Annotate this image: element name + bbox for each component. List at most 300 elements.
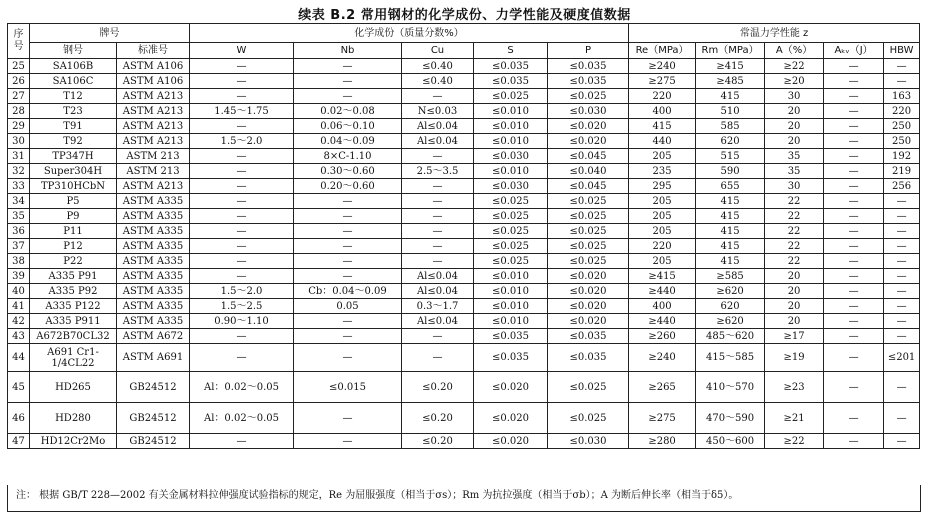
table-row: [8, 209, 920, 224]
cell-cu: —: [402, 209, 474, 224]
cell-nb: —: [294, 434, 402, 449]
cell-hbw: ≤201: [884, 344, 920, 372]
cell-rm: 620: [696, 134, 765, 149]
cell-hbw: —: [884, 284, 920, 299]
cell-grade: P5: [30, 194, 117, 209]
cell-s: ≤0.025: [474, 239, 548, 254]
table-body: [8, 59, 920, 449]
cell-a: 20: [765, 284, 824, 299]
cell-nb: —: [294, 254, 402, 269]
cell-rm: 415: [696, 89, 765, 104]
cell-a: 30: [765, 89, 824, 104]
cell-re: ≥415: [629, 269, 696, 284]
cell-s: ≤0.030: [474, 149, 548, 164]
cell-std: GB24512: [117, 403, 190, 434]
cell-rm: 515: [696, 149, 765, 164]
cell-p: ≤0.045: [548, 179, 629, 194]
cell-akv: —: [824, 403, 884, 434]
cell-rm: 470～590: [696, 403, 765, 434]
cell-re: 205: [629, 194, 696, 209]
cell-re: 440: [629, 134, 696, 149]
cell-w: —: [190, 59, 294, 74]
cell-w: —: [190, 179, 294, 194]
cell-akv: —: [824, 194, 884, 209]
cell-grade: A672B70CL32: [30, 329, 117, 344]
cell-re: 205: [629, 209, 696, 224]
cell-p: ≤0.035: [548, 59, 629, 74]
cell-akv: —: [824, 344, 884, 372]
cell-a: ≥20: [765, 74, 824, 89]
cell-cu: —: [402, 239, 474, 254]
cell-hbw: 250: [884, 134, 920, 149]
cell-hbw: —: [884, 209, 920, 224]
cell-w: —: [190, 74, 294, 89]
cell-hbw: —: [884, 254, 920, 269]
cell-w: 1.45～1.75: [190, 104, 294, 119]
cell-seq: 36: [8, 224, 30, 239]
cell-a: 22: [765, 209, 824, 224]
cell-s: ≤0.025: [474, 89, 548, 104]
cell-w: —: [190, 164, 294, 179]
cell-grade: P11: [30, 224, 117, 239]
cell-nb: 0.02～0.08: [294, 104, 402, 119]
cell-s: ≤0.020: [474, 403, 548, 434]
cell-hbw: —: [884, 403, 920, 434]
table-row: [8, 254, 920, 269]
cell-s: ≤0.025: [474, 194, 548, 209]
cell-a: 20: [765, 104, 824, 119]
cell-p: ≤0.025: [548, 224, 629, 239]
cell-rm: 415: [696, 194, 765, 209]
cell-nb: —: [294, 344, 402, 372]
cell-w: —: [190, 329, 294, 344]
cell-akv: —: [824, 314, 884, 329]
cell-nb: —: [294, 314, 402, 329]
cell-w: —: [190, 89, 294, 104]
table-row: [8, 134, 920, 149]
cell-re: ≥260: [629, 329, 696, 344]
cell-p: ≤0.020: [548, 284, 629, 299]
table-row: [8, 104, 920, 119]
cell-grade: HD12Cr2Mo: [30, 434, 117, 449]
cell-w: 0.90～1.10: [190, 314, 294, 329]
cell-p: ≤0.025: [548, 403, 629, 434]
cell-p: ≤0.045: [548, 149, 629, 164]
cell-seq: 46: [8, 403, 30, 434]
header-nb: Nb: [294, 43, 402, 59]
cell-nb: —: [294, 209, 402, 224]
cell-seq: 39: [8, 269, 30, 284]
cell-re: ≥280: [629, 434, 696, 449]
cell-hbw: 220: [884, 104, 920, 119]
cell-std: ASTM 213: [117, 149, 190, 164]
cell-rm: 415: [696, 224, 765, 239]
table-row: [8, 164, 920, 179]
cell-grade: T23: [30, 104, 117, 119]
cell-std: ASTM A672: [117, 329, 190, 344]
cell-akv: —: [824, 104, 884, 119]
header-brand: 牌号: [30, 24, 190, 43]
cell-cu: —: [402, 254, 474, 269]
cell-akv: —: [824, 372, 884, 403]
cell-s: ≤0.035: [474, 74, 548, 89]
cell-grade: SA106B: [30, 59, 117, 74]
cell-grade: TP310HCbN: [30, 179, 117, 194]
header-cu: Cu: [402, 43, 474, 59]
cell-std: GB24512: [117, 372, 190, 403]
cell-grade: P22: [30, 254, 117, 269]
cell-grade: HD280: [30, 403, 117, 434]
cell-re: 220: [629, 239, 696, 254]
cell-a: 22: [765, 194, 824, 209]
cell-a: ≥17: [765, 329, 824, 344]
cell-akv: —: [824, 134, 884, 149]
cell-cu: —: [402, 149, 474, 164]
header-mech-group: 常温力学性能 z: [629, 24, 920, 43]
cell-a: ≥21: [765, 403, 824, 434]
cell-s: ≤0.025: [474, 209, 548, 224]
cell-rm: ≥585: [696, 269, 765, 284]
header-a: A（%）: [765, 43, 824, 59]
cell-re: 220: [629, 89, 696, 104]
cell-s: ≤0.025: [474, 224, 548, 239]
cell-hbw: —: [884, 74, 920, 89]
cell-a: 20: [765, 269, 824, 284]
cell-akv: —: [824, 74, 884, 89]
cell-seq: 41: [8, 299, 30, 314]
cell-w: —: [190, 149, 294, 164]
cell-w: —: [190, 254, 294, 269]
cell-hbw: —: [884, 299, 920, 314]
table-note: 注： 根据 GB/T 228—2002 有关金属材料拉伸强度试验指标的规定，Re 为屈服强度（相当于σs）；Rm 为抗拉强度（相当于σb）；A 为断后伸长率（相当于δ5）。: [7, 485, 921, 512]
cell-re: 205: [629, 254, 696, 269]
cell-std: ASTM A335: [117, 314, 190, 329]
cell-akv: —: [824, 254, 884, 269]
cell-std: ASTM 213: [117, 164, 190, 179]
cell-hbw: —: [884, 372, 920, 403]
cell-grade: P12: [30, 239, 117, 254]
cell-seq: 31: [8, 149, 30, 164]
cell-rm: 485～620: [696, 329, 765, 344]
cell-p: ≤0.035: [548, 344, 629, 372]
cell-re: ≥240: [629, 344, 696, 372]
cell-w: —: [190, 119, 294, 134]
cell-re: ≥440: [629, 314, 696, 329]
cell-std: ASTM A213: [117, 104, 190, 119]
cell-cu: 2.5～3.5: [402, 164, 474, 179]
cell-seq: 40: [8, 284, 30, 299]
cell-nb: Cb：0.04～0.09: [294, 284, 402, 299]
cell-cu: Al≤0.04: [402, 134, 474, 149]
cell-hbw: 250: [884, 119, 920, 134]
cell-a: 20: [765, 119, 824, 134]
cell-s: ≤0.010: [474, 104, 548, 119]
cell-s: ≤0.010: [474, 284, 548, 299]
cell-w: Al：0.02～0.05: [190, 403, 294, 434]
cell-grade: A335 P122: [30, 299, 117, 314]
cell-cu: —: [402, 329, 474, 344]
table-row: [8, 179, 920, 194]
cell-hbw: —: [884, 329, 920, 344]
table-row: [8, 299, 920, 314]
cell-a: ≥19: [765, 344, 824, 372]
cell-grade: T91: [30, 119, 117, 134]
cell-w: —: [190, 224, 294, 239]
cell-seq: 38: [8, 254, 30, 269]
cell-hbw: 219: [884, 164, 920, 179]
cell-grade: HD265: [30, 372, 117, 403]
cell-cu: —: [402, 89, 474, 104]
cell-nb: —: [294, 269, 402, 284]
cell-p: ≤0.025: [548, 254, 629, 269]
cell-cu: N≤0.03: [402, 104, 474, 119]
cell-cu: ≤0.20: [402, 372, 474, 403]
cell-p: ≤0.040: [548, 164, 629, 179]
cell-seq: 45: [8, 372, 30, 403]
cell-p: ≤0.025: [548, 209, 629, 224]
table-row: [8, 314, 920, 329]
cell-p: ≤0.020: [548, 314, 629, 329]
table-row: [8, 434, 920, 449]
table-row: [8, 269, 920, 284]
table-row: [8, 284, 920, 299]
cell-seq: 27: [8, 89, 30, 104]
header-w: W: [190, 43, 294, 59]
cell-a: 20: [765, 299, 824, 314]
cell-a: ≥22: [765, 59, 824, 74]
cell-akv: —: [824, 209, 884, 224]
cell-std: ASTM A213: [117, 119, 190, 134]
cell-p: ≤0.035: [548, 74, 629, 89]
cell-seq: 43: [8, 329, 30, 344]
table-row: [8, 74, 920, 89]
table-row: [8, 344, 920, 372]
cell-seq: 42: [8, 314, 30, 329]
cell-w: —: [190, 239, 294, 254]
cell-rm: 415: [696, 254, 765, 269]
cell-w: 1.5～2.5: [190, 299, 294, 314]
cell-w: —: [190, 194, 294, 209]
cell-rm: 585: [696, 119, 765, 134]
cell-p: ≤0.020: [548, 119, 629, 134]
cell-re: ≥240: [629, 59, 696, 74]
cell-re: ≥440: [629, 284, 696, 299]
cell-w: —: [190, 269, 294, 284]
cell-w: 1.5～2.0: [190, 134, 294, 149]
cell-a: 35: [765, 164, 824, 179]
cell-rm: ≥620: [696, 314, 765, 329]
cell-grade: A335 P91: [30, 269, 117, 284]
cell-w: 1.5～2.0: [190, 284, 294, 299]
cell-re: 400: [629, 299, 696, 314]
cell-std: ASTM A335: [117, 209, 190, 224]
cell-a: 20: [765, 134, 824, 149]
table-row: [8, 194, 920, 209]
cell-std: ASTM A106: [117, 74, 190, 89]
cell-nb: 0.06～0.10: [294, 119, 402, 134]
cell-re: 400: [629, 104, 696, 119]
cell-cu: —: [402, 344, 474, 372]
cell-a: ≥22: [765, 434, 824, 449]
cell-rm: ≥620: [696, 284, 765, 299]
cell-seq: 29: [8, 119, 30, 134]
cell-a: 30: [765, 179, 824, 194]
cell-a: 35: [765, 149, 824, 164]
cell-rm: 620: [696, 299, 765, 314]
header-grade: 钢号: [30, 43, 117, 59]
cell-akv: —: [824, 434, 884, 449]
cell-a: 22: [765, 239, 824, 254]
cell-s: ≤0.010: [474, 134, 548, 149]
table-row: [8, 329, 920, 344]
cell-akv: —: [824, 299, 884, 314]
cell-std: ASTM A213: [117, 134, 190, 149]
cell-nb: 8×C-1.10: [294, 149, 402, 164]
cell-seq: 25: [8, 59, 30, 74]
header-rm: Rm（MPa）: [696, 43, 765, 59]
header-re: Re（MPa）: [629, 43, 696, 59]
cell-seq: 30: [8, 134, 30, 149]
cell-grade: TP347H: [30, 149, 117, 164]
cell-p: ≤0.025: [548, 239, 629, 254]
cell-s: ≤0.030: [474, 179, 548, 194]
table-row: [8, 239, 920, 254]
cell-p: ≤0.025: [548, 372, 629, 403]
cell-p: ≤0.025: [548, 194, 629, 209]
cell-cu: ≤0.20: [402, 403, 474, 434]
cell-hbw: 256: [884, 179, 920, 194]
table-row: [8, 224, 920, 239]
cell-cu: 0.3～1.7: [402, 299, 474, 314]
cell-nb: —: [294, 224, 402, 239]
cell-a: ≥23: [765, 372, 824, 403]
cell-s: ≤0.020: [474, 372, 548, 403]
cell-rm: 410～570: [696, 372, 765, 403]
cell-p: ≤0.030: [548, 434, 629, 449]
cell-std: ASTM A335: [117, 269, 190, 284]
cell-s: ≤0.020: [474, 434, 548, 449]
cell-akv: —: [824, 59, 884, 74]
cell-s: ≤0.010: [474, 314, 548, 329]
cell-seq: 33: [8, 179, 30, 194]
table-row: [8, 149, 920, 164]
cell-s: ≤0.010: [474, 119, 548, 134]
table-row: [8, 372, 920, 403]
cell-akv: —: [824, 329, 884, 344]
header-seq: 序号: [8, 24, 30, 59]
cell-std: ASTM A213: [117, 89, 190, 104]
cell-seq: 35: [8, 209, 30, 224]
cell-hbw: 163: [884, 89, 920, 104]
cell-re: 415: [629, 119, 696, 134]
cell-grade: T12: [30, 89, 117, 104]
cell-hbw: 192: [884, 149, 920, 164]
cell-rm: 450～600: [696, 434, 765, 449]
cell-nb: —: [294, 329, 402, 344]
cell-nb: 0.30～0.60: [294, 164, 402, 179]
cell-cu: Al≤0.04: [402, 269, 474, 284]
cell-s: ≤0.010: [474, 164, 548, 179]
cell-nb: 0.20～0.60: [294, 179, 402, 194]
table-row: [8, 59, 920, 74]
cell-cu: ≤0.40: [402, 74, 474, 89]
cell-grade: A335 P911: [30, 314, 117, 329]
cell-seq: 32: [8, 164, 30, 179]
cell-p: ≤0.020: [548, 299, 629, 314]
cell-grade: A691 Cr1-1/4CL22: [30, 344, 117, 372]
cell-akv: —: [824, 119, 884, 134]
cell-cu: ≤0.40: [402, 59, 474, 74]
cell-s: ≤0.035: [474, 329, 548, 344]
cell-grade: P9: [30, 209, 117, 224]
steel-data-table: [7, 23, 920, 449]
cell-nb: —: [294, 194, 402, 209]
cell-rm: 655: [696, 179, 765, 194]
cell-cu: Al≤0.04: [402, 119, 474, 134]
header-row-group: [8, 24, 920, 43]
cell-rm: ≥415: [696, 59, 765, 74]
cell-std: GB24512: [117, 434, 190, 449]
cell-seq: 34: [8, 194, 30, 209]
cell-cu: ≤0.20: [402, 434, 474, 449]
cell-seq: 28: [8, 104, 30, 119]
cell-cu: Al≤0.04: [402, 314, 474, 329]
cell-std: ASTM A106: [117, 59, 190, 74]
cell-seq: 47: [8, 434, 30, 449]
table-row: [8, 119, 920, 134]
cell-p: ≤0.035: [548, 329, 629, 344]
cell-std: ASTM A335: [117, 284, 190, 299]
header-s: S: [474, 43, 548, 59]
cell-akv: —: [824, 284, 884, 299]
cell-s: ≤0.035: [474, 59, 548, 74]
cell-seq: 37: [8, 239, 30, 254]
cell-nb: 0.05: [294, 299, 402, 314]
cell-hbw: —: [884, 224, 920, 239]
cell-akv: —: [824, 179, 884, 194]
cell-cu: —: [402, 179, 474, 194]
cell-rm: 510: [696, 104, 765, 119]
cell-std: ASTM A335: [117, 299, 190, 314]
cell-w: —: [190, 344, 294, 372]
cell-std: ASTM A335: [117, 254, 190, 269]
cell-re: 235: [629, 164, 696, 179]
cell-re: ≥275: [629, 74, 696, 89]
cell-grade: T92: [30, 134, 117, 149]
cell-re: 205: [629, 149, 696, 164]
cell-akv: —: [824, 269, 884, 284]
header-hbw: HBW: [884, 43, 920, 59]
cell-nb: —: [294, 59, 402, 74]
cell-re: 205: [629, 224, 696, 239]
cell-akv: —: [824, 164, 884, 179]
cell-cu: Al≤0.04: [402, 284, 474, 299]
cell-w: Al：0.02～0.05: [190, 372, 294, 403]
cell-akv: —: [824, 149, 884, 164]
cell-p: ≤0.025: [548, 89, 629, 104]
cell-grade: Super304H: [30, 164, 117, 179]
cell-a: 22: [765, 224, 824, 239]
cell-a: 20: [765, 314, 824, 329]
cell-re: ≥275: [629, 403, 696, 434]
table-title: 续表 B.2 常用钢材的化学成份、力学性能及硬度值数据: [298, 8, 631, 23]
cell-w: —: [190, 209, 294, 224]
cell-cu: —: [402, 194, 474, 209]
cell-hbw: —: [884, 194, 920, 209]
cell-hbw: —: [884, 434, 920, 449]
cell-nb: —: [294, 74, 402, 89]
cell-s: ≤0.035: [474, 344, 548, 372]
